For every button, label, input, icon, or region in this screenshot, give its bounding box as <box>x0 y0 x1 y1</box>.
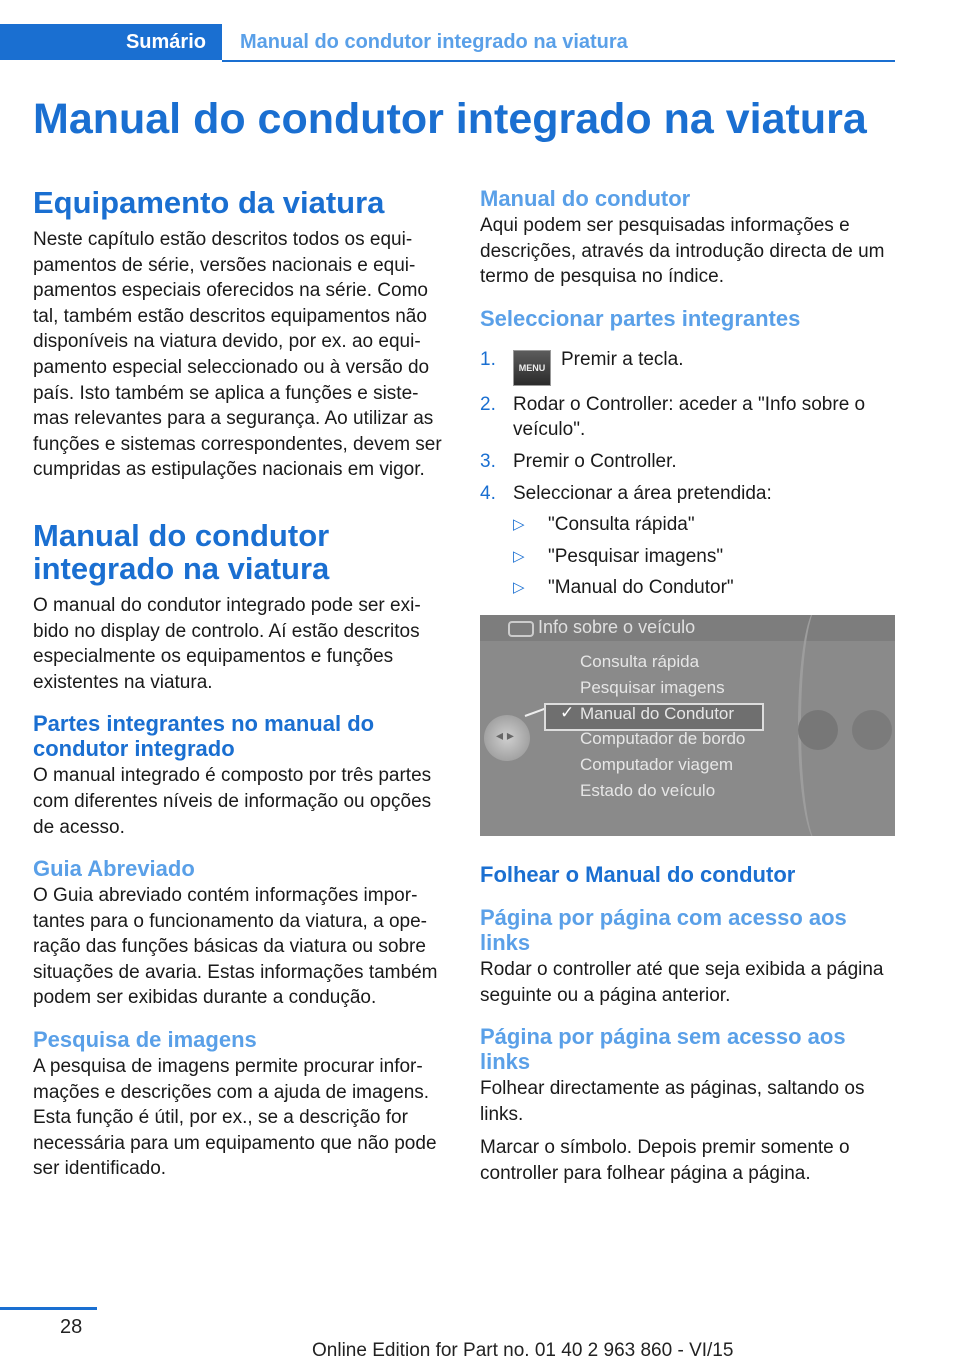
header-divider <box>222 60 895 62</box>
screen-menu-item: Estado do veículo <box>580 780 716 800</box>
menu-button-icon: MENU <box>513 350 551 386</box>
page-title: Manual do condutor integrado na viatura <box>33 95 867 143</box>
screen-menu-item: Consulta rápida <box>580 651 700 671</box>
step-number: 3. <box>480 450 496 472</box>
options-icon <box>798 710 838 750</box>
parts-text: O manual integrado é composto por três partes com diferentes níveis de informação ou opções de acesso. <box>33 765 432 838</box>
quick-guide-text: O Guia abreviado contém informações importantes para o funcionamento da viatura, a operação das funções básicas da viatura ou sobre situações de avaria. Estas informações também podem ser exibidas durante a condução. <box>33 885 438 1009</box>
next-icon <box>852 710 892 750</box>
without-links-text: Folhear directamente as páginas, saltando os links. <box>480 1078 865 1125</box>
with-links-heading: Página por página com acesso aos links <box>480 904 847 955</box>
screen-menu-item: Manual do Condutor <box>580 703 735 723</box>
image-search-heading: Pesquisa de imagens <box>33 1027 257 1053</box>
triangle-bullet-icon: ▷ <box>513 516 525 534</box>
step-text: Seleccionar a área pretendida: <box>513 482 772 504</box>
without-links-heading: Página por página sem acesso aos links <box>480 1024 846 1075</box>
parts-heading: Partes integrantes no manual do condutor integrado <box>33 711 375 762</box>
footer-divider <box>0 1307 97 1310</box>
with-links-text: Rodar o controller até que seja exibida a página seguinte ou a página anterior. <box>480 958 884 1006</box>
idrive-screen-image <box>480 615 895 836</box>
step-number: 1. <box>480 348 496 370</box>
equipment-text: Neste capítulo estão descritos todos os equipamentos de série, versões nacionais e equipamentos especiais oferecidos na série. Como tal, também estão descritos equipamentos não disponíveis na viatura devido, por ex. ao equipamento especial seleccionado ou à versão do país. Isto também se aplica a funções e sistemas relevantes para a segurança. Ao utilizar as funções e sistemas correspondentes, devem ser cumpridas as estipulações nacionais em vigor. <box>33 229 442 481</box>
check-icon: ✓ <box>560 702 575 722</box>
screen-menu-item: Computador de bordo <box>580 728 746 748</box>
edition-footer: Online Edition for Part no. 01 40 2 963 860 - VI/15 <box>312 1340 734 1361</box>
list-item: ▷ "Consulta rápida" <box>513 512 895 538</box>
list-item: ▷ "Pesquisar imagens" <box>513 544 895 570</box>
owners-manual-heading: Manual do condutor <box>480 186 691 211</box>
owners-manual-text: Aqui podem ser pesquisadas informações e descrições, através da introdução directa de um termo de pesquisa no índice. <box>480 215 885 288</box>
triangle-bullet-icon: ▷ <box>513 579 525 597</box>
step-number: 4. <box>480 482 496 504</box>
step-text: Premir a tecla. <box>561 348 684 370</box>
connector-line <box>525 707 546 716</box>
list-item <box>480 392 895 443</box>
list-item <box>480 449 895 475</box>
steps-list <box>480 347 895 601</box>
step-number: 2. <box>480 393 496 415</box>
list-item <box>480 347 895 386</box>
controller-arrows-icon: ◂ ▸ <box>496 726 514 743</box>
integrated-manual-text: O manual do condutor integrado pode ser exibido no display de controlo. Aí estão descritos especialmente os equipamentos e funções existentes na viatura. <box>33 594 421 693</box>
page-number: 28 <box>60 1316 83 1338</box>
list-item <box>480 481 895 601</box>
without-links-text-2: Marcar o símbolo. Depois premir somente o controller para folhear página a página. <box>480 1137 850 1184</box>
step-text: Rodar o Controller: aceder a "Info sobre o veículo". <box>513 393 866 441</box>
triangle-bullet-icon: ▷ <box>513 547 525 565</box>
tab-summary[interactable]: Sumário <box>0 24 222 60</box>
quick-guide-heading: Guia Abreviado <box>33 856 195 882</box>
step-text: Premir o Controller. <box>513 450 677 472</box>
left-column <box>33 186 448 1182</box>
browse-heading: Folhear o Manual do condutor <box>480 861 796 887</box>
car-icon <box>508 621 534 637</box>
sub-list <box>513 512 895 601</box>
right-column <box>480 186 895 1187</box>
breadcrumb-chapter[interactable]: Manual do condutor integrado na viatura <box>240 30 628 53</box>
list-item: ▷ "Manual do Condutor" <box>513 575 895 601</box>
select-parts-heading: Seleccionar partes integrantes <box>480 305 801 331</box>
top-navigation-bar <box>0 24 895 62</box>
image-search-text: A pesquisa de imagens permite procurar informações e descrições com a ajuda de imagens. Esta função é útil, por ex., se a descrição for necessária para um equipamento que não pode ser identificado. <box>33 1056 437 1180</box>
screen-header-label: Info sobre o veículo <box>538 616 696 637</box>
integrated-manual-heading: Manual do condutor integrado na viatura <box>33 517 330 586</box>
equipment-heading: Equipamento da viatura <box>33 185 385 220</box>
screen-menu-item: Pesquisar imagens <box>580 677 725 697</box>
screen-menu-item: Computador viagem <box>580 754 734 774</box>
